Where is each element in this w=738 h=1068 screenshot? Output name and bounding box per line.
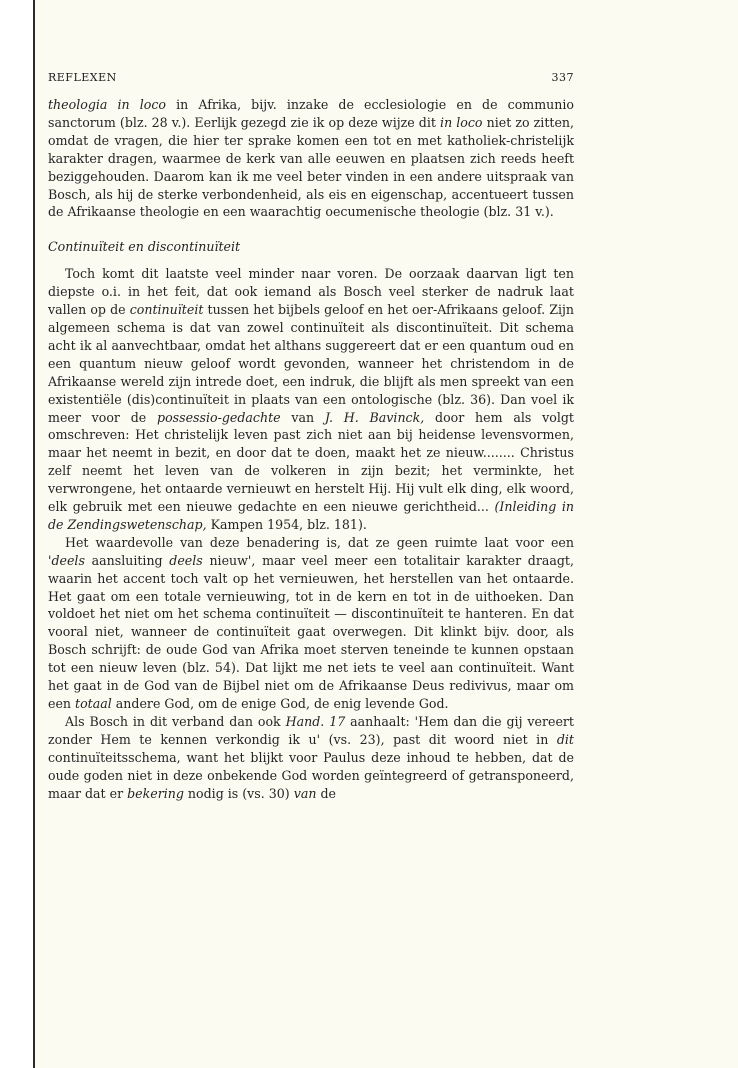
text-run: aansluiting xyxy=(84,552,170,568)
text-run: Kampen 1954, blz. 181). xyxy=(206,516,367,532)
text-run: continuïteitsschema, want het blijkt voor Paulus deze inhoud te hebben, dat de oude goden niet in deze onbekende God worden geïntegreerd of getransponeerd, maar dat er xyxy=(48,749,574,801)
italic-term: possessio-gedachte xyxy=(157,409,281,425)
italic-term: van xyxy=(293,785,317,801)
italic-term: dit xyxy=(556,731,574,747)
running-title: REFLEXEN xyxy=(48,71,117,84)
paragraph-2 xyxy=(48,265,574,534)
running-header xyxy=(48,71,574,84)
text-run: door hem als volgt omschreven: Het christelijk leven past zich niet aan bij heidense levensvormen, maar het neemt in bezit, en door dat te doen, maakt het ze nieuw........ Christus zelf neemt het leven van de volkeren in zijn bezit; het verminkte, het verwrongene, het ontaarde vernieuwt en herstelt Hij. Hij vult elk ding, elk woord, elk gebruik met een nieuwe gedachte en een nieuwe gerichtheid... xyxy=(48,409,574,515)
paragraph-3 xyxy=(48,534,574,713)
italic-term: 'deels xyxy=(48,552,85,568)
text-run: nieuw', maar veel meer een totalitair karakter draagt, waarin het accent toch valt op het vernieuwen, het herstellen van het ontaarde. Het gaat om een totale vernieuwing, tot in de kern en tot in de uithoeken. Dan voldoet het niet om het schema continuïteit — discontinuïteit te hanteren. En dat vooral niet, wanneer de continuïteit gaat overwegen. Dit klinkt bijv. door, als Bosch schrijft: de oude God van Afrika moet sterven teneinde te kunnen opstaan tot een nieuw leven (blz. 54). Dat lijkt me net iets te veel aan continuïteit. Want het gaat in de God van de Bijbel niet om de Afrikaanse Deus redivivus, maar om een xyxy=(48,552,574,711)
page-number: 337 xyxy=(551,71,574,84)
italic-reference: Hand. 17 xyxy=(285,713,346,729)
text-run: aanhaalt: 'Hem dan die gij vereert zonder Hem te kennen verkondig ik u' (vs. 23), past dit woord niet in xyxy=(48,713,574,747)
italic-term: continuïteit xyxy=(129,302,204,318)
text-run: Het waardevolle van deze benadering is, dat ze geen ruimte laat voor een xyxy=(65,534,574,550)
section-heading: Continuïteit en discontinuïteit xyxy=(48,239,241,255)
body-text xyxy=(48,96,574,802)
text-run: van xyxy=(280,409,325,425)
italic-term: totaal xyxy=(75,696,112,711)
italic-citation: (Inleiding in de Zendingswetenschap, xyxy=(48,499,574,532)
text-run: tussen het bijbels geloof en het oer-Afrikaans geloof. Zijn algemeen schema is dat van zowel continuïteit als discontinuïteit. Dit schema acht ik al aanvechtbaar, omdat het althans suggereert dat er een quantum oud en een quantum nieuw geloof wordt gevonden, wanneer het christendom in de Afrikaanse wereld zijn intrede doet, een indruk, die blijft als men spreekt van een existentiële (dis)continuïteit in plaats van een ontologische (blz. 36). Dan voel ik meer voor de xyxy=(48,302,574,425)
text-run: Toch komt dit laatste veel minder naar voren. De oorzaak daarvan ligt ten diepste o.i. in het feit, dat ook iemand als Bosch veel sterker de nadruk laat vallen op de xyxy=(48,266,574,318)
text-run: Als Bosch in dit verband dan ook xyxy=(65,713,286,729)
text-run: andere God, om de enige God, de enig levende God. xyxy=(111,696,449,711)
text-run: nodig is (vs. 30) xyxy=(183,785,294,801)
italic-term: theologia in loco xyxy=(48,97,167,112)
paragraph-4 xyxy=(48,713,574,803)
paragraph-1 xyxy=(48,96,574,221)
italic-term: in loco xyxy=(440,114,483,130)
text-run: in Afrika, bijv. inzake de ecclesiologie en de communio sanctorum (blz. 28 v.). Eerlijk gezegd zie ik op deze wijze dit xyxy=(48,97,574,130)
text-run: niet zo zitten, omdat de vragen, die hier ter sprake komen een tot en met katholiek-christelijk karakter dragen, waarmee de kerk van alle eeuwen en plaatsen zich reeds heeft beziggehouden. Daarom kan ik me veel beter vinden in een andere uitspraak van Bosch, als hij de sterke verbondenheid, als eis en eigenschap, accentueert tussen de Afrikaanse theologie en een waarachtig oecumenische theologie (blz. 31 v.). xyxy=(48,114,575,220)
italic-term: deels xyxy=(169,552,203,568)
text-run: de xyxy=(316,785,336,801)
italic-term: bekering xyxy=(127,785,184,801)
italic-author: J. H. Bavinck, xyxy=(324,409,425,425)
